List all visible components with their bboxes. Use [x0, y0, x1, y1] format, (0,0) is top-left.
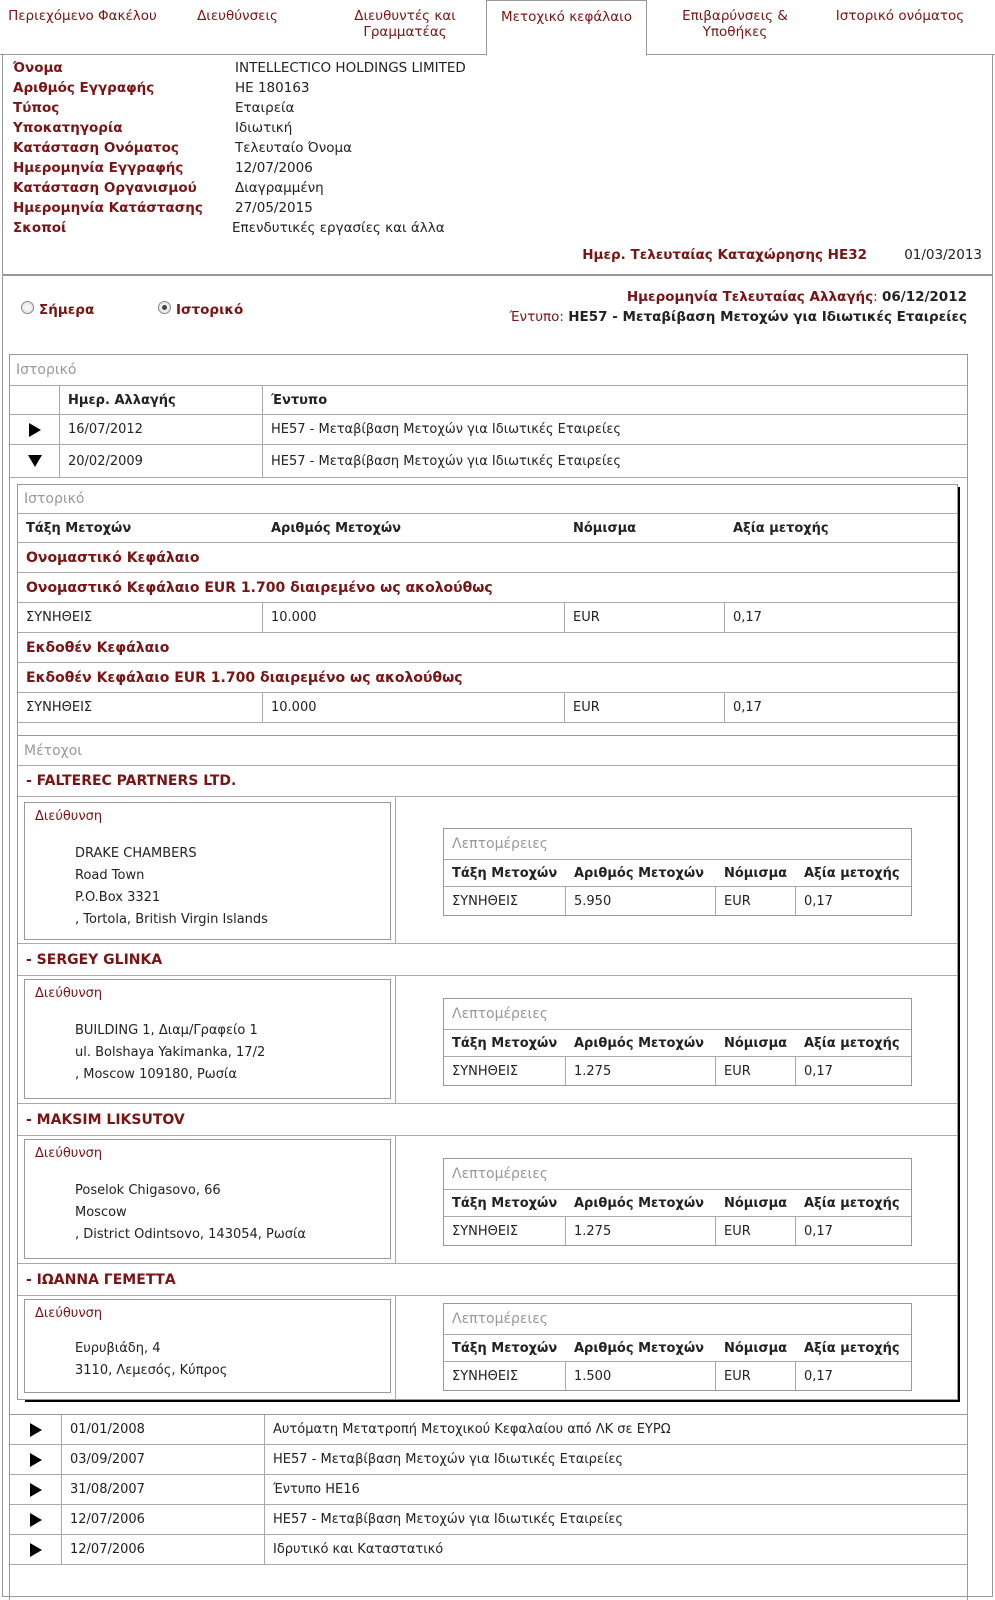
col-share-count: Αριθμός Μετοχών — [271, 520, 402, 536]
shareholder-name-row — [18, 1104, 957, 1136]
tab-share-capital[interactable] — [486, 0, 647, 56]
cell-currency: EUR — [565, 603, 725, 632]
tab-name-history[interactable] — [810, 0, 990, 55]
address-line: P.O.Box 3321 — [75, 890, 161, 905]
info-value: INTELLECTICO HOLDINGS LIMITED — [235, 60, 466, 76]
tab-label: Μετοχικό κεφάλαιο — [501, 9, 632, 25]
info-label: Υποκατηγορία — [13, 120, 123, 136]
col-share-class: Τάξη Μετοχών — [452, 1340, 558, 1356]
details-table — [443, 1158, 912, 1246]
cell-share-count: 10.000 — [263, 603, 565, 632]
address-line: ul. Bolshaya Yakimanka, 17/2 — [75, 1045, 266, 1060]
col-currency: Νόμισμα — [724, 1035, 788, 1051]
colon: : — [559, 309, 569, 325]
row-form: ΗΕ57 - Μεταβίβαση Μετοχών για Ιδιωτικές Εταιρείες — [273, 1452, 623, 1467]
row-form: ΗΕ57 - Μεταβίβαση Μετοχών για Ιδιωτικές Εταιρείες — [271, 422, 621, 437]
today-label[interactable]: Σήμερα — [39, 302, 95, 318]
colon: : — [873, 289, 882, 305]
history-row[interactable] — [10, 1445, 967, 1475]
col-share-class: Τάξη Μετοχών — [452, 865, 558, 881]
shareholder-name: - MAKSIM LIKSUTOV — [26, 1111, 185, 1128]
col-share-value: Αξία μετοχής — [804, 1035, 900, 1051]
col-share-value: Αξία μετοχής — [804, 1195, 900, 1211]
detail-panel — [17, 484, 958, 1400]
address-line: BUILDING 1, Διαμ/Γραφείο 1 — [75, 1023, 258, 1038]
divider — [10, 477, 967, 478]
col-share-value: Αξία μετοχής — [804, 865, 900, 881]
details-label: Λεπτομέρειες — [452, 1166, 549, 1182]
history-title: Ιστορικό — [16, 362, 77, 378]
tab-label: Διευθύνσεις — [197, 8, 278, 24]
form-label: Έντυπο — [509, 309, 560, 325]
history-row[interactable] — [10, 415, 967, 445]
info-label: Κατάσταση Ονόματος — [13, 140, 179, 156]
address-lines — [75, 1180, 306, 1246]
address-label: Διεύθυνση — [35, 1146, 103, 1161]
issued-head-row — [18, 633, 957, 663]
cell-currency: EUR — [565, 693, 725, 722]
shareholder-name-row — [18, 1264, 957, 1296]
expand-cell[interactable] — [10, 1505, 62, 1534]
cell-share-value: 0,17 — [804, 893, 833, 909]
address-line: , Moscow 109180, Ρωσία — [75, 1067, 237, 1082]
history-radio[interactable] — [158, 301, 171, 314]
shareholder-name-row — [18, 944, 957, 976]
last-change-line — [627, 289, 967, 305]
col-share-count: Αριθμός Μετοχών — [574, 1195, 705, 1211]
cell-share-count: 5.950 — [566, 887, 716, 915]
nominal-data-row — [18, 603, 957, 633]
cell-share-value: 0,17 — [804, 1063, 833, 1079]
tab-label: Ιστορικό ονόματος — [835, 8, 965, 24]
details-table — [443, 1303, 912, 1391]
expand-cell[interactable] — [10, 1475, 62, 1504]
row-date: 20/02/2009 — [60, 445, 263, 477]
expander-col — [10, 386, 60, 414]
expand-arrow-icon[interactable] — [30, 1513, 42, 1527]
shareholder-name: - SERGEY GLINKA — [26, 951, 163, 968]
last-change-value: 06/12/2012 — [881, 289, 967, 305]
col-share-count: Αριθμός Μετοχών — [574, 1035, 705, 1051]
col-share-class: Τάξη Μετοχών — [26, 520, 132, 536]
nominal-sub: Ονομαστικό Κεφάλαιο EUR 1.700 διαιρεμένο ως ακολούθως — [26, 579, 493, 596]
form-value: ΗΕ57 - Μεταβίβαση Μετοχών για Ιδιωτικές Εταιρείες — [568, 309, 967, 325]
address-label: Διεύθυνση — [35, 809, 103, 824]
row-date: 01/01/2008 — [62, 1415, 265, 1444]
col-share-value: Αξία μετοχής — [804, 1340, 900, 1356]
nominal-head-row — [18, 543, 957, 573]
collapse-arrow-icon[interactable] — [28, 455, 42, 467]
expand-cell[interactable] — [10, 1535, 62, 1564]
col-share-count: Αριθμός Μετοχών — [574, 1340, 705, 1356]
cell-share-count: 1.275 — [566, 1217, 716, 1245]
cell-share-count: 1.500 — [566, 1362, 716, 1390]
details-header — [444, 1189, 911, 1217]
cell-share-value: 0,17 — [733, 700, 762, 715]
expand-arrow-icon[interactable] — [29, 423, 41, 437]
cell-currency: EUR — [716, 1217, 796, 1245]
col-share-count: Αριθμός Μετοχών — [574, 865, 705, 881]
row-date: 31/08/2007 — [62, 1475, 265, 1504]
col-share-class: Τάξη Μετοχών — [452, 1035, 558, 1051]
tab-bar — [0, 0, 995, 55]
nominal-head: Ονομαστικό Κεφάλαιο — [26, 549, 200, 566]
address-box — [24, 979, 391, 1099]
info-label: Ημερομηνία Κατάστασης — [13, 200, 203, 216]
row-form: Αυτόματη Μετατροπή Μετοχικού Κεφαλαίου από ΛΚ σε ΕΥΡΩ — [273, 1422, 671, 1437]
address-label: Διεύθυνση — [35, 1306, 103, 1321]
details-header — [444, 1334, 911, 1362]
details-row — [444, 1362, 911, 1390]
shareholder-name: - FALTEREC PARTNERS LTD. — [26, 773, 237, 789]
col-currency: Νόμισμα — [724, 1340, 788, 1356]
cell-share-class: ΣΥΝΗΘΕΙΣ — [444, 1362, 566, 1390]
info-value: Εταιρεία — [235, 100, 295, 116]
history-row[interactable] — [10, 1415, 967, 1445]
details-row — [444, 1057, 911, 1085]
address-label: Διεύθυνση — [35, 986, 103, 1001]
address-line: Ευρυβιάδη, 4 — [75, 1341, 161, 1356]
info-label: Αριθμός Εγγραφής — [13, 80, 155, 96]
details-table — [443, 828, 912, 916]
col-currency: Νόμισμα — [724, 1195, 788, 1211]
detail-header-row — [18, 513, 957, 543]
address-line: , District Odintsovo, 143054, Ρωσία — [75, 1227, 306, 1242]
row-form: ΗΕ57 - Μεταβίβαση Μετοχών για Ιδιωτικές Εταιρείες — [273, 1512, 623, 1527]
expand-arrow-icon[interactable] — [30, 1543, 42, 1557]
details-table — [443, 998, 912, 1086]
address-lines — [75, 1338, 227, 1382]
address-lines — [75, 843, 268, 931]
tab-directors[interactable] — [335, 0, 475, 55]
address-lines — [75, 1020, 265, 1086]
cell-share-count: 1.275 — [566, 1057, 716, 1085]
expand-cell[interactable] — [10, 1445, 62, 1474]
details-row — [444, 887, 911, 915]
company-info-panel — [2, 55, 993, 275]
cell-share-class: ΣΥΝΗΘΕΙΣ — [444, 1217, 566, 1245]
issued-sub: Εκδοθέν Κεφάλαιο EUR 1.700 διαιρεμένο ως ακολούθως — [26, 669, 463, 686]
row-date: 12/07/2006 — [62, 1535, 265, 1564]
cell-currency: EUR — [716, 887, 796, 915]
info-value: Ιδιωτική — [235, 120, 293, 136]
col-currency: Νόμισμα — [573, 520, 637, 536]
address-box — [24, 1139, 391, 1259]
info-label: Τύπος — [13, 100, 60, 116]
info-value: 27/05/2015 — [235, 200, 313, 216]
cell-share-class: ΣΥΝΗΘΕΙΣ — [18, 603, 263, 632]
info-value: Διαγραμμένη — [235, 180, 324, 196]
shareholder-name: - ΙΩΑΝΝΑ ΓΕΜΕΤΤΑ — [26, 1271, 176, 1288]
he32-value: 01/03/2013 — [904, 247, 982, 263]
cell-share-class: ΣΥΝΗΘΕΙΣ — [18, 693, 263, 722]
today-radio[interactable] — [21, 301, 34, 314]
info-label: Κατάσταση Οργανισμού — [13, 180, 197, 196]
issued-data-row — [18, 693, 957, 723]
address-box — [24, 802, 391, 940]
last-change-label: Ημερομηνία Τελευταίας Αλλαγής — [626, 289, 874, 305]
history-row-expanded[interactable] — [10, 445, 967, 477]
info-label: Σκοποί — [13, 220, 67, 236]
expand-arrow-icon[interactable] — [30, 1423, 42, 1437]
address-line: Poselok Chigasovo, 66 — [75, 1183, 221, 1198]
details-label: Λεπτομέρειες — [452, 1311, 549, 1327]
address-line: Moscow — [75, 1205, 127, 1220]
tab-folder-contents[interactable] — [0, 0, 165, 55]
info-label: Ημερομηνία Εγγραφής — [13, 160, 184, 176]
col-currency: Νόμισμα — [724, 865, 788, 881]
address-box — [24, 1299, 391, 1393]
he32-label: Ημερ. Τελευταίας Καταχώρησης ΗΕ32 — [582, 247, 867, 263]
row-form: Ιδρυτικό και Καταστατικό — [273, 1542, 444, 1557]
history-row[interactable] — [10, 1505, 967, 1535]
info-value: Επενδυτικές εργασίες και άλλα — [232, 220, 445, 236]
expand-cell[interactable] — [10, 1415, 62, 1444]
collapse-cell[interactable] — [10, 445, 60, 477]
details-row — [444, 1217, 911, 1245]
expand-arrow-icon[interactable] — [30, 1453, 42, 1467]
history-header-row — [10, 385, 967, 415]
info-value: ΗΕ 180163 — [235, 80, 310, 96]
expand-arrow-icon[interactable] — [30, 1483, 42, 1497]
tab-charges-mortgages[interactable] — [660, 0, 810, 55]
shareholder-name-row — [18, 765, 957, 797]
cell-currency: EUR — [716, 1057, 796, 1085]
tab-label: Περιεχόμενο Φακέλου — [8, 8, 157, 24]
expand-cell[interactable] — [10, 415, 60, 444]
details-header — [444, 859, 911, 887]
address-line: Road Town — [75, 868, 145, 883]
row-form: ΗΕ57 - Μεταβίβαση Μετοχών για Ιδιωτικές Εταιρείες — [271, 453, 621, 469]
cell-share-count: 10.000 — [263, 693, 565, 722]
history-label[interactable]: Ιστορικό — [176, 302, 244, 318]
shareholders-title: Μέτοχοι — [24, 743, 83, 759]
detail-title: Ιστορικό — [24, 491, 85, 507]
issued-head: Εκδοθέν Κεφάλαιο — [26, 639, 170, 656]
col-share-value: Αξία μετοχής — [733, 520, 829, 536]
details-label: Λεπτομέρειες — [452, 1006, 549, 1022]
row-date: 16/07/2012 — [60, 415, 263, 444]
address-line: 3110, Λεμεσός, Κύπρος — [75, 1363, 228, 1378]
cell-share-value: 0,17 — [733, 610, 762, 625]
row-date: 03/09/2007 — [62, 1445, 265, 1474]
address-line: DRAKE CHAMBERS — [75, 846, 197, 861]
info-value: 12/07/2006 — [235, 160, 313, 176]
tab-label: Διευθυντές και Γραμματέας — [354, 8, 456, 40]
history-row[interactable] — [10, 1535, 967, 1565]
history-rows-bottom — [9, 1414, 968, 1599]
row-date: 12/07/2006 — [62, 1505, 265, 1534]
col-share-class: Τάξη Μετοχών — [452, 1195, 558, 1211]
col-form: Έντυπο — [271, 392, 328, 408]
cell-share-value: 0,17 — [804, 1223, 833, 1239]
address-line: , Tortola, British Virgin Islands — [75, 912, 268, 927]
row-form: Έντυπο ΗΕ16 — [273, 1482, 360, 1497]
cell-share-class: ΣΥΝΗΘΕΙΣ — [444, 1057, 566, 1085]
details-label: Λεπτομέρειες — [452, 836, 549, 852]
info-value: Τελευταίο Όνομα — [235, 140, 353, 156]
cell-share-value: 0,17 — [804, 1368, 833, 1384]
history-row[interactable] — [10, 1475, 967, 1505]
info-label: Όνομα — [13, 60, 63, 76]
form-line — [509, 309, 967, 325]
cell-currency: EUR — [716, 1362, 796, 1390]
nominal-sub-row — [18, 573, 957, 603]
col-date: Ημερ. Αλλαγής — [60, 386, 263, 414]
tab-addresses[interactable] — [165, 0, 310, 55]
issued-sub-row — [18, 663, 957, 693]
details-header — [444, 1029, 911, 1057]
cell-share-class: ΣΥΝΗΘΕΙΣ — [444, 887, 566, 915]
tab-label: Επιβαρύνσεις & Υποθήκες — [682, 8, 788, 40]
